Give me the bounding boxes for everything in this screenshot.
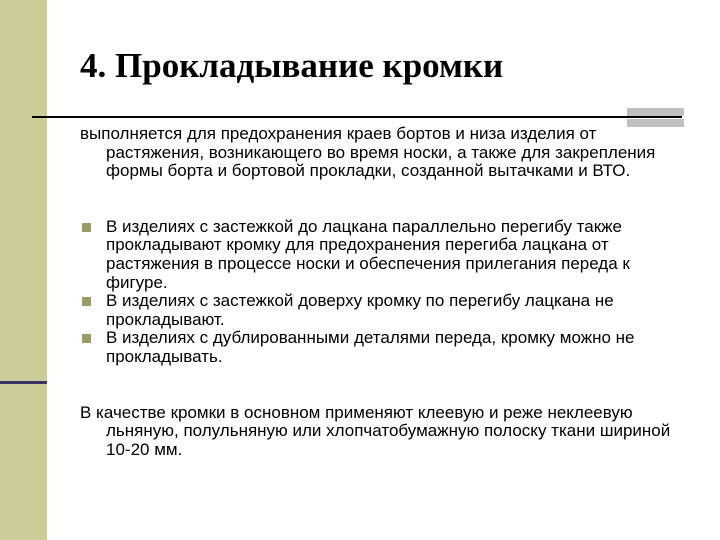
slide-body (80, 125, 690, 459)
left-decorative-bar (0, 0, 47, 540)
square-bullet-icon (82, 334, 91, 343)
bullet-text: В изделиях с дублированными деталями переда, кромку можно не прокладывать. (106, 328, 635, 366)
bullet-text: В изделиях с застежкой до лацкана параллельно перегибу также прокладывают кромку для предохранения перегиба лацкана от растяжения в процессе носки и обеспечения прилегания переда к фигуре. (106, 216, 630, 292)
square-bullet-icon (82, 223, 91, 232)
closing-paragraph: В качестве кромки в основном применяют клеевую и реже неклеевую льняную, полульняную или хлопчатобумажную полоску ткани шириной 10-20 мм. (80, 402, 671, 459)
bullet-text: В изделиях с застежкой доверху кромку по перегибу лацкана не прокладывают. (106, 291, 614, 329)
bullet-item (80, 292, 690, 329)
left-bar-accent-line (0, 381, 47, 384)
bullet-item (80, 218, 690, 292)
intro-paragraph: выполняется для предохранения краев бортов и низа изделия от растяжения, возникающего во время носки, а также для закрепления формы борта и бортовой прокладки, созданной вытачками и ВТО. (80, 124, 656, 181)
bullet-item (80, 329, 690, 366)
bullet-list (80, 218, 690, 367)
title-underline (32, 116, 682, 118)
square-bullet-icon (82, 297, 91, 306)
slide-title: 4. Прокладывание кромки (80, 46, 504, 85)
decorative-block-top (627, 108, 684, 116)
